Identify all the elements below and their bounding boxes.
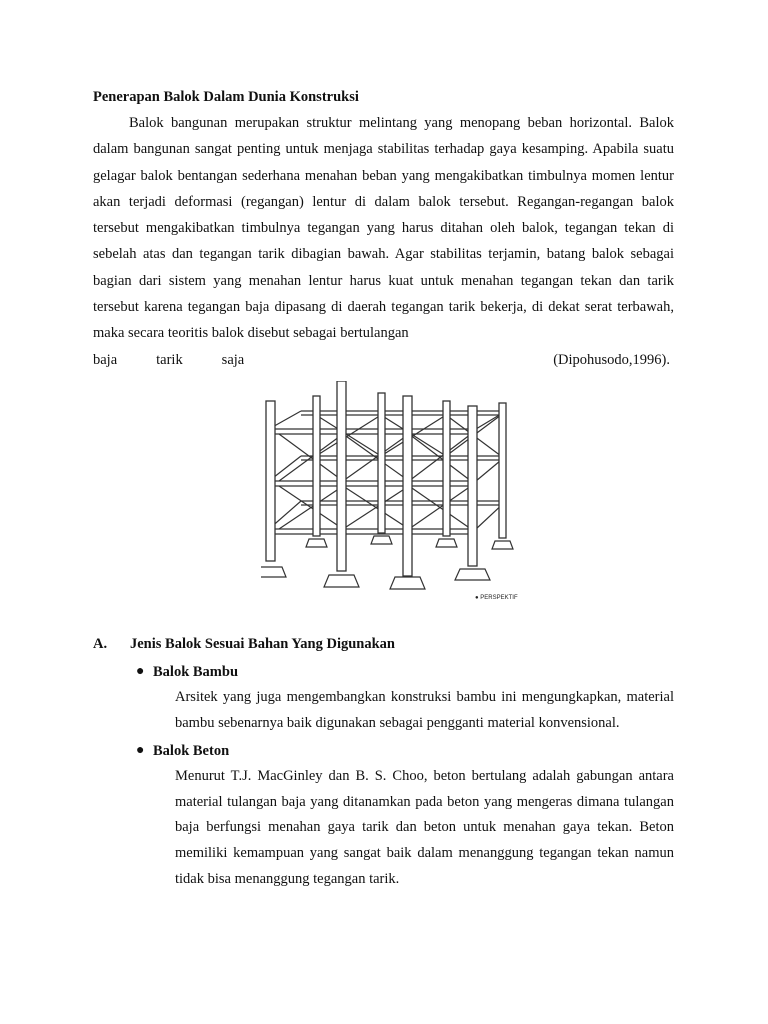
list-item-title: ● Balok Beton — [153, 738, 674, 764]
section-heading — [93, 631, 674, 657]
list-item — [136, 659, 674, 736]
list-item-text: Arsitek yang juga mengembangkan konstruksi bambu ini mengungkapkan, material bambu sebenarnya baik digunakan sebagai pengganti material konvensional. — [175, 688, 674, 731]
paragraph-last-line — [93, 347, 674, 373]
document-title: Penerapan Balok Dalam Dunia Konstruksi — [93, 89, 359, 105]
word-tarik: tarik — [156, 351, 183, 368]
bullet-icon: ● — [136, 743, 145, 759]
list-item-text: Menurut T.J. MacGinley dan B. S. Choo, beton bertulang adalah gabungan antara material tulangan baja yang ditanamkan pada beton yang mengeras dimana tulangan baja berfungsi menahan gaya tarik dan beton untuk menahan gaya tekan. Beton memiliki kemampuan yang sangat baik dalam menanggung tegangan tekan namun tidak bisa menanggung tegangan tarik. — [175, 768, 674, 887]
list-item-title: ● Balok Bambu — [153, 659, 674, 685]
document-page — [93, 84, 674, 892]
figure-caption: ● PERSPEKTIF — [475, 594, 518, 601]
steel-frame-illustration — [261, 381, 551, 606]
word-baja: baja — [93, 351, 118, 368]
intro-paragraph: Balok bangunan merupakan struktur melintang yang menopang beban horizontal. Balok dalam bangunan sangat penting untuk menjaga stabilitas terhadap gaya kesamping. Apabila suatu gelagar balok bentangan sederhana menahan beban yang mengakibatkan timbulnya momen lentur akan terjadi deformasi (regangan) lentur di dalam balok tersebut. Regangan-regangan balok tersebut mengakibatkan timbulnya tegangan yang harus ditahan oleh balok, tegangan tekan di sebelah atas dan tegangan tarik dibagian bawah. Agar stabilitas terjamin, batang balok sebagai bagian dari sistem yang menahan lentur harus kuat untuk menahan tegangan tekan dan tarik tersebut karena tegangan baja dipasang di daerah tegangan tarik bekerja, di dekat serat terbawah, maka secara teoritis balok disebut sebagai bertulangan — [93, 115, 674, 342]
citation: (Dipohusodo,1996). — [553, 351, 670, 368]
word-saja: saja — [221, 351, 245, 368]
bullet-icon: ● — [136, 663, 145, 679]
section-number: A. — [93, 635, 108, 652]
structure-figure — [93, 373, 674, 623]
section-title: Jenis Balok Sesuai Bahan Yang Digunakan — [130, 635, 395, 652]
list-item — [136, 738, 674, 892]
